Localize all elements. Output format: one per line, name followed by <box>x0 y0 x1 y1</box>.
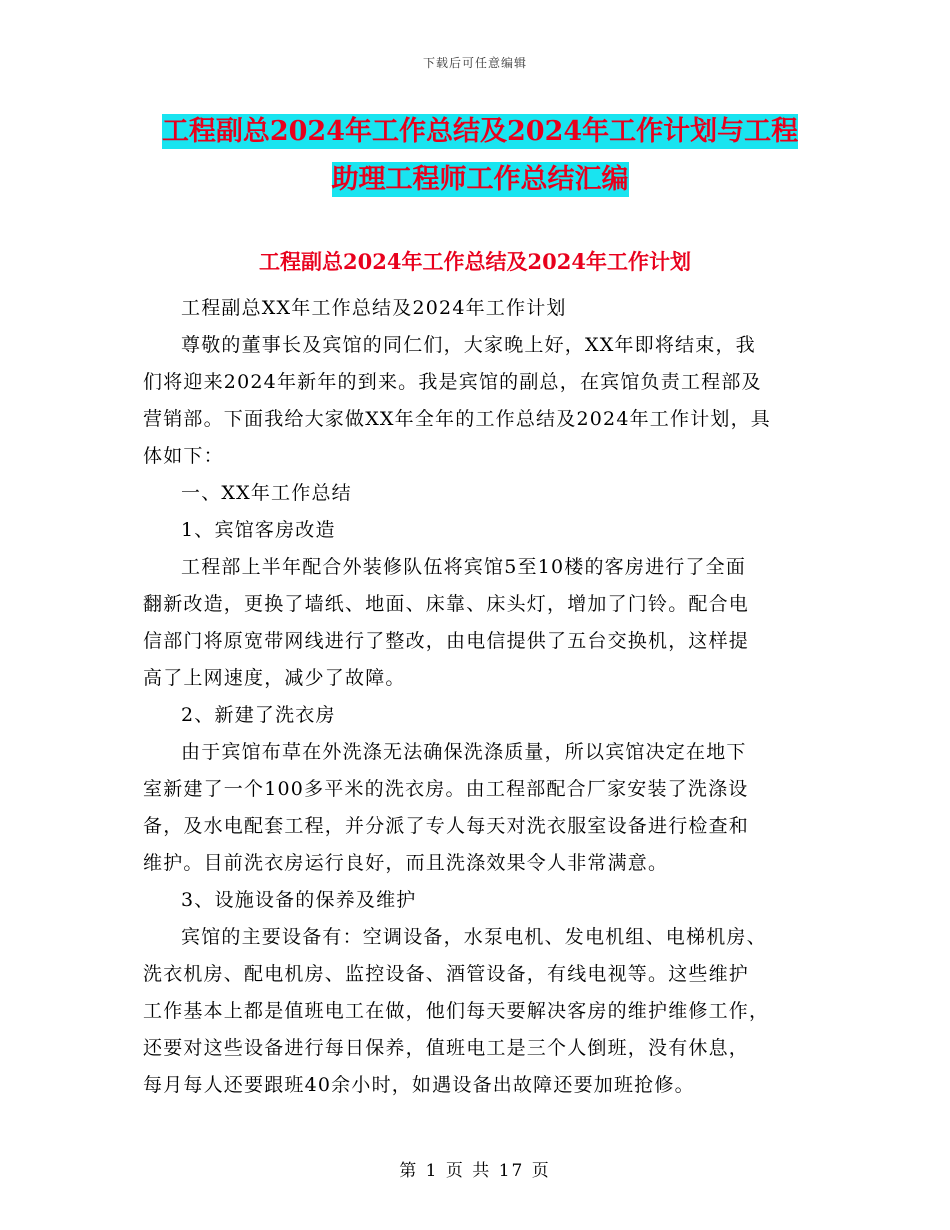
paragraph-line: 工作基本上都是值班电工在做，他们每天要解决客房的维护维修工作， <box>143 1000 770 1022</box>
paragraph-line: 体如下： <box>143 445 224 467</box>
heading-room-renovation: 1、宾馆客房改造 <box>181 519 336 541</box>
paragraph-line: 由于宾馆布草在外洗涤无法确保洗涤质量，所以宾馆决定在地下 <box>181 741 747 763</box>
paragraph-line: 信部门将原宽带网线进行了整改，由电信提供了五台交换机，这样提 <box>143 630 750 652</box>
heading-equipment-maintenance: 3、设施设备的保养及维护 <box>181 889 417 911</box>
title-line-2: 助理工程师工作总结汇编 <box>331 164 629 195</box>
paragraph-line: 尊敬的董事长及宾馆的同仁们，大家晚上好，XX年即将结束，我 <box>181 334 756 356</box>
paragraph-line: 还要对这些设备进行每日保养，值班电工是三个人倒班，没有休息， <box>143 1037 750 1059</box>
paragraph-line: 洗衣机房、配电机房、监控设备、酒管设备，有线电视等。这些维护 <box>143 963 750 985</box>
subtitle-paragraph: 工程副总XX年工作总结及2024年工作计划 <box>181 297 567 319</box>
document-title <box>130 108 830 204</box>
paragraph-line: 工程部上半年配合外装修队伍将宾馆5至10楼的客房进行了全面 <box>181 556 747 578</box>
paragraph-line: 们将迎来2024年新年的到来。我是宾馆的副总，在宾馆负责工程部及 <box>143 371 762 393</box>
paragraph-line: 备，及水电配套工程，并分派了专人每天对洗衣服室设备进行检查和 <box>143 815 750 837</box>
paragraph-line: 宾馆的主要设备有：空调设备，水泵电机、发电机组、电梯机房、 <box>181 926 767 948</box>
paragraph-line: 营销部。下面我给大家做XX年全年的工作总结及2024年工作计划，具 <box>143 408 772 430</box>
paragraph-line: 翻新改造，更换了墙纸、地面、床靠、床头灯，增加了门铃。配合电 <box>143 593 750 615</box>
document-body <box>143 290 811 1104</box>
heading-laundry-room: 2、新建了洗衣房 <box>181 704 336 726</box>
header-note: 下载后可任意编辑 <box>422 56 527 70</box>
paragraph-line: 高了上网速度，减少了故障。 <box>143 667 406 689</box>
page-number: 第 1 页 共 17 页 <box>399 1161 551 1181</box>
section-title: 工程副总2024年工作总结及2024年工作计划 <box>259 249 691 274</box>
paragraph-line: 每月每人还要跟班40余小时，如遇设备出故障还要加班抢修。 <box>143 1074 695 1096</box>
paragraph-line: 室新建了一个100多平米的洗衣房。由工程部配合厂家安装了洗涤设 <box>143 778 749 800</box>
heading-work-summary: 一、XX年工作总结 <box>181 482 352 504</box>
paragraph-line: 维护。目前洗衣房运行良好，而且洗涤效果令人非常满意。 <box>143 852 669 874</box>
title-line-1: 工程副总2024年工作总结及2024年工作计划与工程 <box>161 116 799 147</box>
